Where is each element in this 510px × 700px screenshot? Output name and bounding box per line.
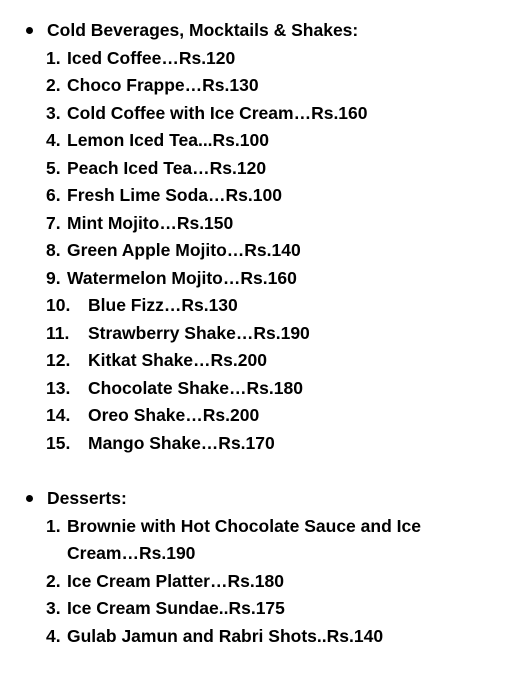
item-text: Peach Iced Tea…Rs.120 <box>67 157 267 178</box>
section-heading <box>20 17 500 45</box>
list-item <box>20 595 500 623</box>
item-text: Fresh Lime Soda…Rs.100 <box>67 185 282 205</box>
item-number: 1. <box>46 515 61 536</box>
item-text: Gulab Jamun and Rabri Shots..Rs.140 <box>67 625 384 646</box>
section-heading <box>20 485 500 513</box>
section-heading-text: Cold Beverages, Mocktails & Shakes: <box>47 20 359 40</box>
item-number: 1. <box>46 47 61 68</box>
item-number: 13. <box>46 377 71 398</box>
list-item <box>20 45 500 73</box>
item-text: Iced Coffee…Rs.120 <box>67 47 236 68</box>
item-text: Chocolate Shake…Rs.180 <box>88 377 303 398</box>
list-item <box>20 265 500 293</box>
menu-section-desserts <box>20 485 500 650</box>
item-text: Choco Frappe…Rs.130 <box>67 75 259 95</box>
list-item <box>20 237 500 265</box>
item-text: Oreo Shake…Rs.200 <box>88 405 260 425</box>
list-item <box>20 347 500 375</box>
list-item <box>20 513 500 568</box>
item-number: 2. <box>46 570 61 591</box>
list-item <box>20 210 500 238</box>
item-number: 8. <box>46 240 61 260</box>
menu-list-desserts <box>20 513 500 651</box>
list-item <box>20 430 500 458</box>
item-number: 11. <box>46 322 70 343</box>
list-item <box>20 623 500 651</box>
list-item <box>20 72 500 100</box>
item-text: Cold Coffee with Ice Cream…Rs.160 <box>67 102 368 123</box>
list-item <box>20 155 500 183</box>
item-number: 12. <box>46 350 71 370</box>
item-text: Watermelon Mojito…Rs.160 <box>67 267 297 288</box>
list-item <box>20 127 500 155</box>
bullet-icon <box>26 27 33 34</box>
menu-section-beverages <box>20 17 500 457</box>
item-number: 2. <box>46 75 61 95</box>
item-text: Strawberry Shake…Rs.190 <box>88 322 310 343</box>
item-text: Blue Fizz…Rs.130 <box>88 295 238 315</box>
item-text: Ice Cream Sundae..Rs.175 <box>67 598 285 618</box>
item-number: 10. <box>46 295 71 315</box>
list-item <box>20 320 500 348</box>
list-item <box>20 375 500 403</box>
list-item <box>20 402 500 430</box>
item-number: 3. <box>46 102 61 123</box>
item-number: 5. <box>46 157 61 178</box>
section-heading-text: Desserts: <box>47 488 127 508</box>
item-text: Brownie with Hot Chocolate Sauce and Ice Cream…Rs.190 <box>67 515 421 563</box>
list-item <box>20 292 500 320</box>
list-item <box>20 182 500 210</box>
item-number: 9. <box>46 267 61 288</box>
item-text: Mint Mojito…Rs.150 <box>67 212 234 233</box>
item-number: 6. <box>46 185 61 205</box>
item-number: 14. <box>46 405 71 425</box>
item-number: 7. <box>46 212 61 233</box>
item-number: 3. <box>46 598 61 618</box>
item-text: Green Apple Mojito…Rs.140 <box>67 240 301 260</box>
item-number: 15. <box>46 432 71 453</box>
list-item <box>20 568 500 596</box>
item-number: 4. <box>46 625 61 646</box>
item-text: Kitkat Shake…Rs.200 <box>88 350 267 370</box>
menu-list-beverages <box>20 45 500 458</box>
bullet-icon <box>26 495 33 502</box>
item-text: Mango Shake…Rs.170 <box>88 432 275 453</box>
list-item <box>20 100 500 128</box>
item-text: Ice Cream Platter…Rs.180 <box>67 570 284 591</box>
item-number: 4. <box>46 130 61 150</box>
item-text: Lemon Iced Tea...Rs.100 <box>67 130 269 150</box>
